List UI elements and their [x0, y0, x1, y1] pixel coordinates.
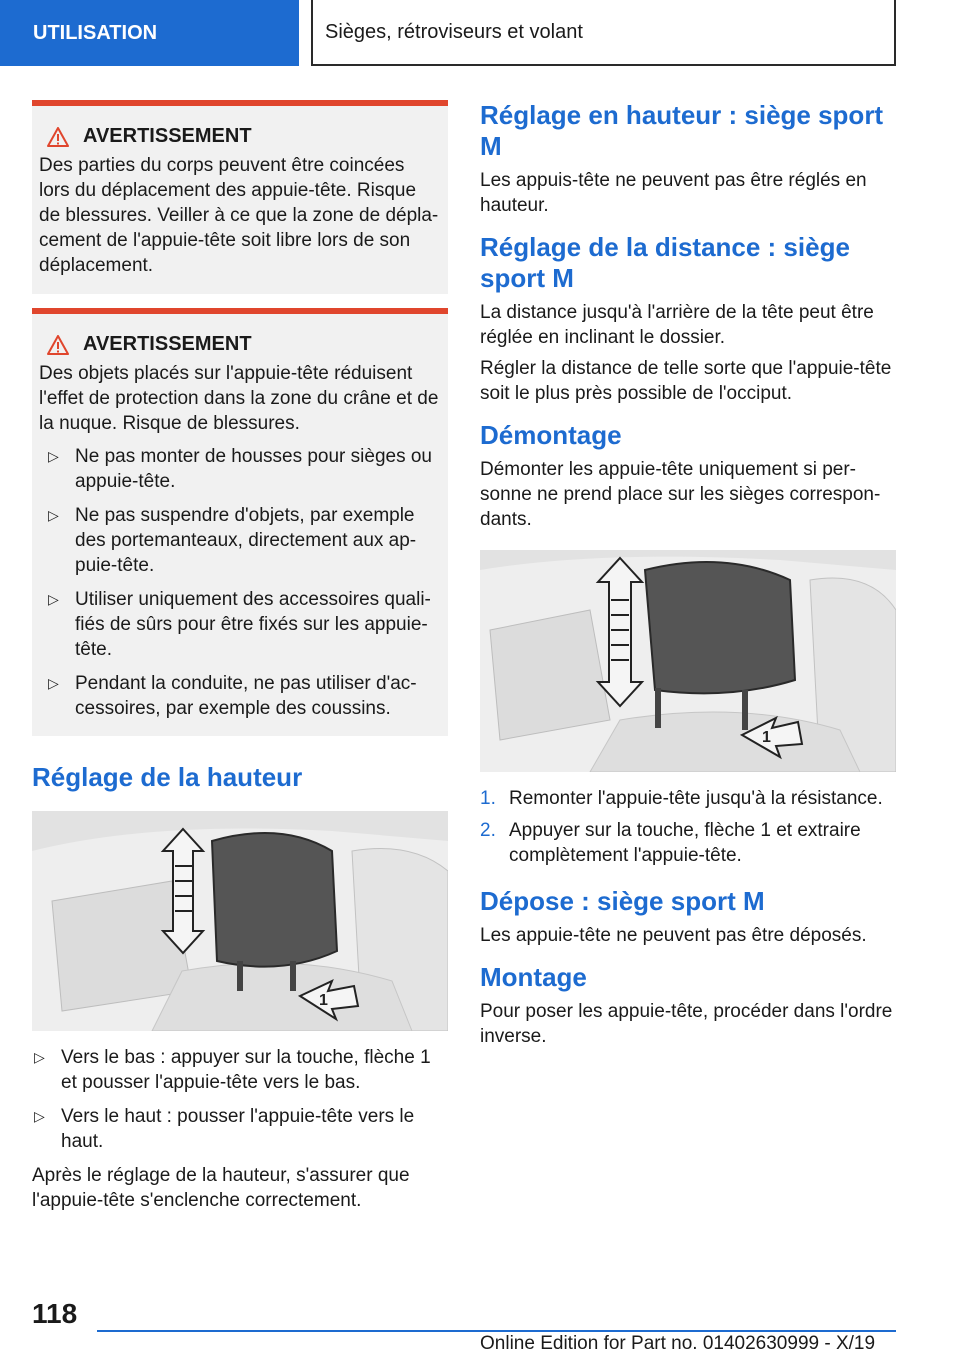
height-bullets: [32, 1045, 448, 1154]
page-number: 118: [32, 1298, 78, 1329]
section-heading: Dépose : siège sport M: [480, 886, 765, 916]
triangle-bullet-icon: ▷: [34, 1108, 45, 1124]
triangle-bullet-icon: ▷: [34, 1049, 45, 1065]
warning-box-1: [32, 100, 448, 294]
warning-bullets: [39, 444, 440, 721]
section-tab[interactable]: [0, 0, 299, 66]
section-heading: Montage: [480, 962, 587, 992]
warning-title: AVERTISSEMENT: [39, 124, 440, 149]
callout-number: 1: [762, 729, 771, 746]
list-item: 1. Remonter l'appuie-tête jusqu'à la résistance.: [480, 788, 883, 809]
warning-text: Des objets placés sur l'appuie-tête réduisent l'effet de protection dans la zone du crâne et de la nuque. Risque de blessures.: [39, 363, 439, 434]
section-heading: Démontage: [480, 420, 622, 450]
paragraph: Pour poser les appuie-tête, procéder dans l'ordre inverse.: [480, 1001, 893, 1047]
edition-text: Online Edition for Part no. 01402630999 - X/19: [480, 1333, 876, 1354]
list-item: ▷ Ne pas suspendre d'objets, par exemple des portemanteaux, directement aux ap-puie-tête.: [48, 505, 417, 576]
list-item: ▷ Ne pas monter de housses pour sièges ou appuie-tête.: [48, 446, 432, 492]
warning-icon: [47, 127, 69, 147]
paragraph: Les appuie-tête ne peuvent pas être déposés.: [480, 925, 867, 946]
headrest-height-illustration: [32, 811, 448, 1031]
warning-box-2: [32, 308, 448, 736]
section-heading: Réglage de la distance : siège sport M: [480, 232, 850, 293]
right-column: [480, 100, 896, 1049]
warning-title: AVERTISSEMENT: [39, 332, 440, 357]
paragraph: La distance jusqu'à l'arrière de la tête peut être réglée en inclinant le dossier.: [480, 302, 874, 348]
left-column: [32, 100, 448, 1213]
list-item: ▷ Pendant la conduite, ne pas utiliser d'ac-cessoires, par exemple des coussins.: [48, 673, 417, 719]
footer-divider: [97, 1330, 896, 1332]
paragraph: Démonter les appuie-tête uniquement si per-sonne ne prend place sur les sièges correspon-dants.: [480, 459, 881, 530]
section-heading: Réglage de la hauteur: [32, 762, 303, 792]
height-note: Après le réglage de la hauteur, s'assurer que l'appuie-tête s'enclenche correctement.: [32, 1165, 410, 1211]
list-item: ▷ Utiliser uniquement des accessoires quali-fiés de sûrs pour être fixés sur les appuie-tête.: [48, 589, 431, 660]
triangle-bullet-icon: ▷: [48, 507, 59, 523]
removal-steps: [480, 786, 896, 868]
paragraph: Régler la distance de telle sorte que l'appuie-tête soit le plus près possible de l'occiput.: [480, 358, 892, 404]
warning-icon: [47, 335, 69, 355]
paragraph: Les appuis-tête ne peuvent pas être réglés en hauteur.: [480, 170, 867, 216]
section-heading: Réglage en hauteur : siège sport M: [480, 100, 884, 161]
list-item: 2. Appuyer sur la touche, flèche 1 et extraire complètement l'appuie-tête.: [480, 820, 861, 866]
list-item: ▷ Vers le haut : pousser l'appuie-tête vers le haut.: [34, 1106, 415, 1152]
section-title: UTILISATION: [33, 21, 158, 44]
list-item: ▷ Vers le bas : appuyer sur la touche, flèche 1 et pousser l'appuie-tête vers le bas.: [34, 1047, 431, 1093]
topic-header: [311, 0, 896, 66]
headrest-removal-illustration: [480, 550, 896, 772]
warning-text: Des parties du corps peuvent être coincées lors du déplacement des appuie-tête. Risque de blessures. Veiller à ce que la zone de dépla-cement de l'appuie-tête soit libre lors de son déplacement.: [39, 155, 439, 276]
callout-number: 1: [319, 992, 328, 1009]
topic-title: Sièges, rétroviseurs et volant: [325, 20, 583, 43]
triangle-bullet-icon: ▷: [48, 448, 59, 464]
triangle-bullet-icon: ▷: [48, 591, 59, 607]
triangle-bullet-icon: ▷: [48, 675, 59, 691]
